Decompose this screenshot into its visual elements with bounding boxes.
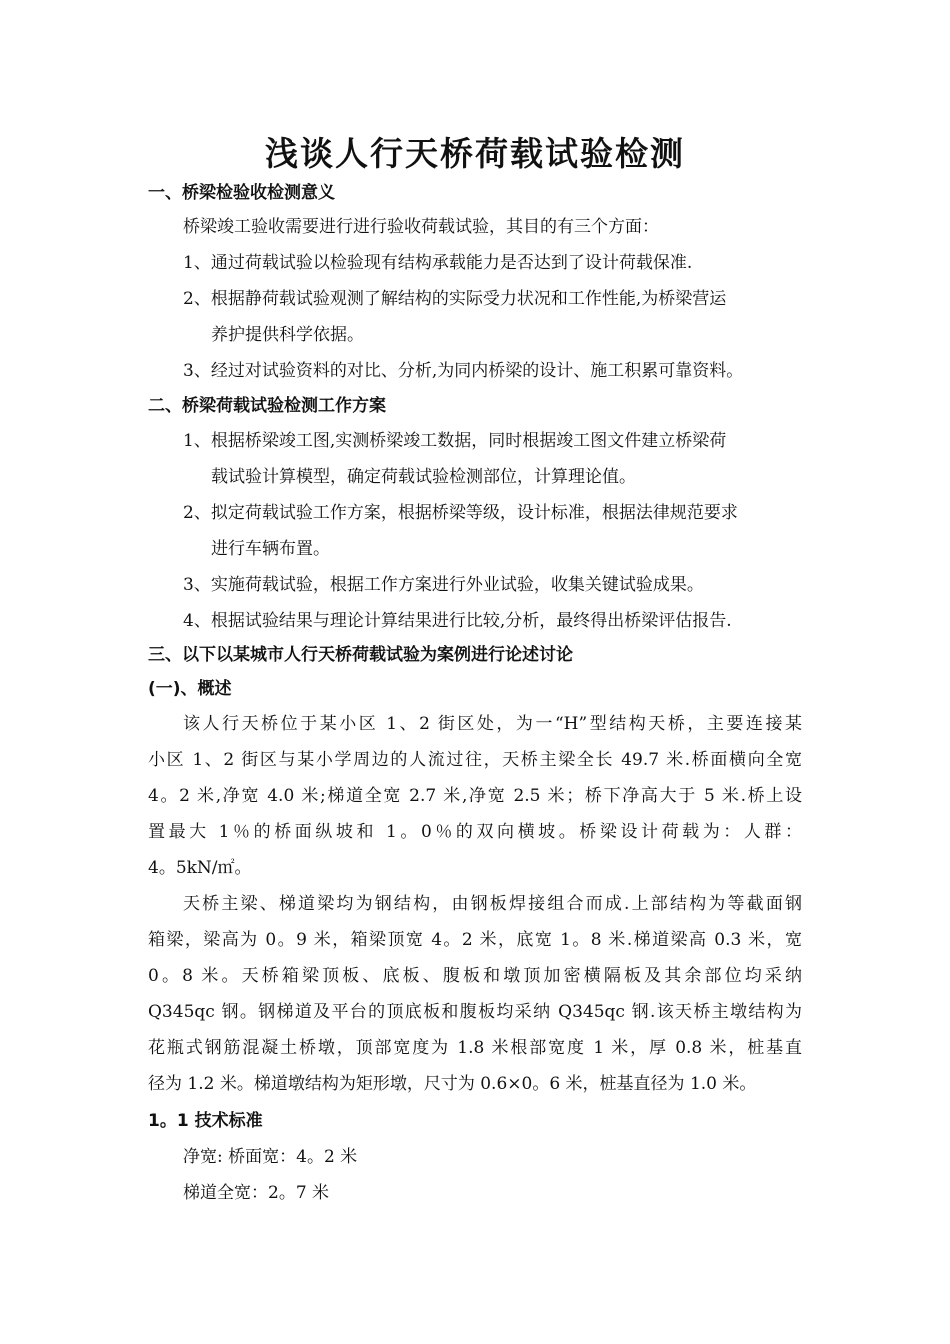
- structure-line: 花瓶式钢筋混凝土桥墩，顶部宽度为 1.8 米根部宽度 1 米，厚 0.8 米，桩基直: [148, 1038, 802, 1058]
- section1-intro: 桥梁竣工验收需要进行进行验收荷载试验，其目的有三个方面：: [183, 217, 659, 237]
- structure-line: 天桥主梁、梯道梁均为钢结构，由钢板焊接组合而成.上部结构为等截面钢: [183, 894, 802, 914]
- document-title: 浅谈人行天桥荷载试验检测: [265, 134, 685, 173]
- structure-line: 径为 1.2 米。梯道墩结构为矩形墩，尺寸为 0.6×0。6 米，桩基直径为 1.0 米。: [148, 1074, 757, 1094]
- structure-line: 箱梁，梁高为 0。9 米，箱梁顶宽 4。2 米，底宽 1。8 米.梯道梁高 0.3 米，宽: [148, 930, 802, 950]
- overview-line: 该人行天桥位于某小区 1、2 街区处，为一“H”型结构天桥，主要连接某: [183, 714, 802, 734]
- section1-item-2: 2、根据静荷载试验观测了解结构的实际受力状况和工作性能,为桥梁营运: [183, 289, 727, 309]
- section2-item-3: 3、实施荷载试验，根据工作方案进行外业试验，收集关键试验成果。: [183, 575, 704, 595]
- section-heading-1: 一、桥梁检验收检测意义: [148, 183, 335, 203]
- overview-line: 置最大 1％的桥面纵坡和 1。0％的双向横坡。桥梁设计荷载为：人群：: [148, 822, 802, 842]
- overview-line: 小区 1、2 街区与某小学周边的人流过往，天桥主梁全长 49.7 米.桥面横向全宽: [148, 750, 802, 770]
- section2-item-1: 1、根据桥梁竣工图,实测桥梁竣工数据，同时根据竣工图文件建立桥梁荷: [183, 431, 727, 451]
- section2-item-1-cont: 载试验计算模型，确定荷载试验检测部位，计算理论值。: [211, 467, 636, 487]
- spec-clear-width: 净宽: 桥面宽：4。2 米: [183, 1147, 358, 1167]
- subsection-heading-overview: (一)、概述: [148, 679, 232, 699]
- section-heading-2: 二、桥梁荷载试验检测工作方案: [148, 396, 386, 416]
- structure-line: 0。8 米。天桥箱梁顶板、底板、腹板和墩顶加密横隔板及其余部位均采纳: [148, 966, 802, 986]
- section-heading-3: 三、以下以某城市人行天桥荷载试验为案例进行论述讨论: [148, 645, 573, 665]
- subsection-heading-tech-standard: 1。1 技术标准: [148, 1111, 263, 1131]
- overview-line: 4。5kN/㎡。: [148, 858, 252, 878]
- section1-item-1: 1、通过荷载试验以检验现有结构承载能力是否达到了设计荷载保准.: [183, 253, 693, 273]
- structure-line: Q345qc 钢。钢梯道及平台的顶底板和腹板均采纳 Q345qc 钢.该天桥主墩结构为: [148, 1002, 802, 1022]
- section2-item-2: 2、拟定荷载试验工作方案，根据桥梁等级，设计标准，根据法律规范要求: [183, 503, 738, 523]
- spec-stair-width: 梯道全宽：2。7 米: [183, 1183, 330, 1203]
- section1-item-3: 3、经过对试验资料的对比、分析,为同内桥梁的设计、施工积累可靠资料。: [183, 361, 744, 381]
- section1-item-2-cont: 养护提供科学依据。: [211, 325, 364, 345]
- section2-item-2-cont: 进行车辆布置。: [211, 539, 330, 559]
- overview-line: 4。2 米,净宽 4.0 米;梯道全宽 2.7 米,净宽 2.5 米；桥下净高大于 5 米.桥上设: [148, 786, 802, 806]
- section2-item-4: 4、根据试验结果与理论计算结果进行比较,分析，最终得出桥梁评估报告.: [183, 611, 732, 631]
